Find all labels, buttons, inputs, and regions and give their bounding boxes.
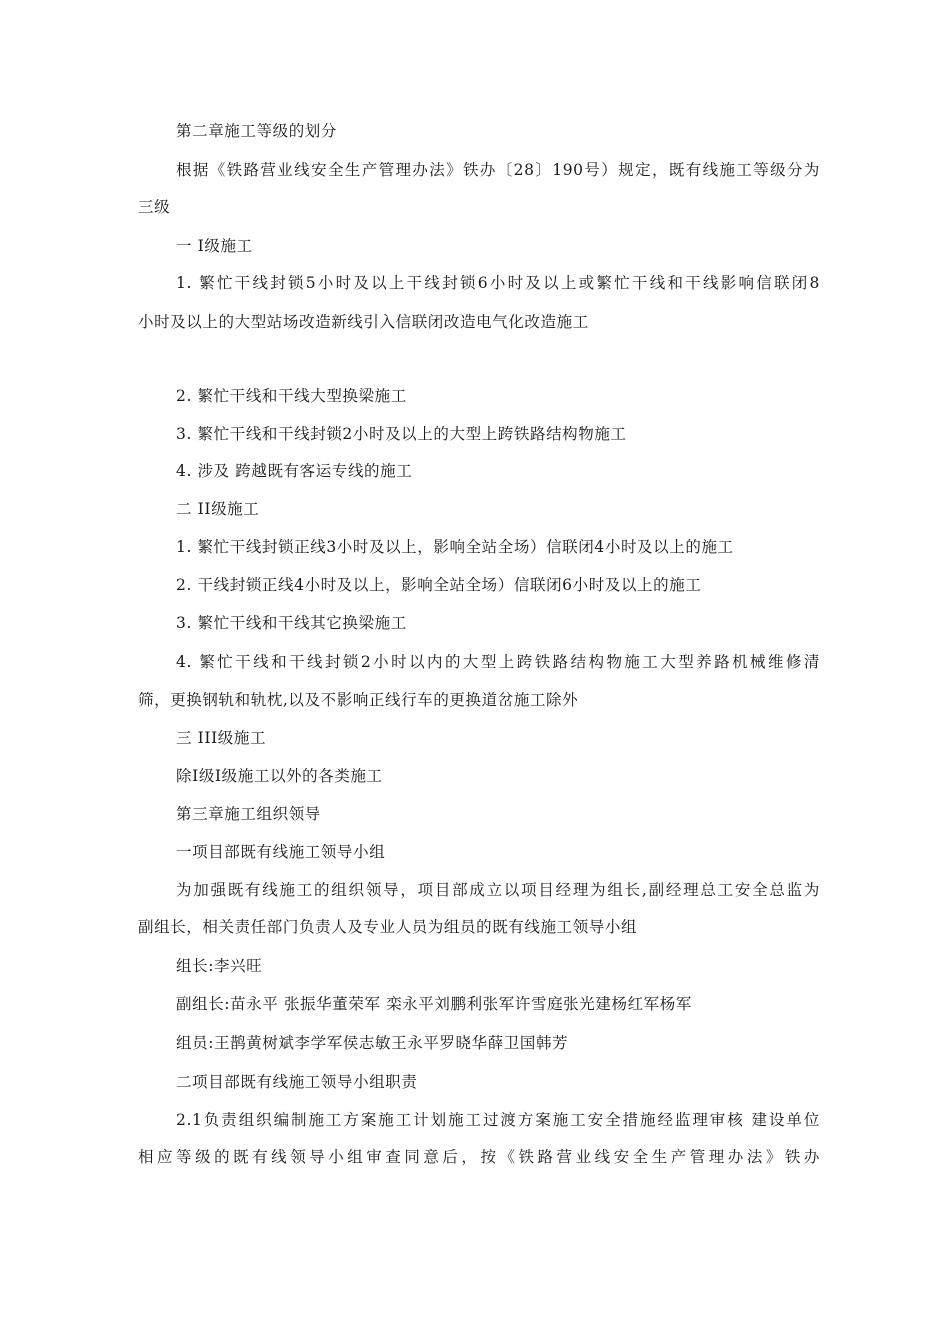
section-heading: 二项目部既有线施工领导小组职责 <box>176 1073 418 1091</box>
members-line: 组员:王鹊黄树斌李学军侯志敏王永平罗晓华薛卫国韩芳 <box>176 1034 569 1052</box>
paragraph-line: 根据《铁路营业线安全生产管理办法》铁办〔28〕190号）规定，既有线施工等级分为 <box>176 161 820 179</box>
paragraph-line: 除I级I级施工以外的各类施工 <box>176 767 383 785</box>
section-heading: 一项目部既有线施工领导小组 <box>176 843 386 861</box>
list-item: 1. 繁忙干线封锁正线3小时及以上，影响全站全场）信联闭4小时及以上的施工 <box>176 538 734 556</box>
paragraph-line: 筛，更换钢轨和轨枕,以及不影响正线行车的更换道岔施工除外 <box>138 691 579 709</box>
paragraph-line: 相应等级的既有线领导小组审查同意后，按《铁路营业线安全生产管理办法》铁办 <box>138 1148 820 1166</box>
chapter-2-heading: 第二章施工等级的划分 <box>176 122 338 140</box>
list-item: 1. 繁忙干线封锁5小时及以上干线封锁6小时及以上或繁忙干线和干线影响信联闭8 <box>176 274 820 292</box>
list-item: 4. 涉及 跨越既有客运专线的施工 <box>176 462 413 480</box>
paragraph-line: 三级 <box>138 198 171 216</box>
list-item: 4. 繁忙干线和干线封锁2小时以内的大型上跨铁路结构物施工大型养路机械维修清 <box>176 653 820 671</box>
list-item: 2. 繁忙干线和干线大型换梁施工 <box>176 387 407 405</box>
paragraph-line: 2.1负责组织编制施工方案施工计划施工过渡方案施工安全措施经监理审核 建设单位 <box>176 1111 820 1129</box>
paragraph-line: 副组长，相关责任部门负责人及专业人员为组员的既有线施工领导小组 <box>138 918 638 936</box>
list-item: 2. 干线封锁正线4小时及以上，影响全站全场）信联闭6小时及以上的施工 <box>176 576 702 594</box>
list-item: 3. 繁忙干线和干线其它换梁施工 <box>176 614 407 632</box>
section-heading-level-3: 三 III级施工 <box>176 729 267 747</box>
section-heading-level-1: 一 I级施工 <box>176 237 253 255</box>
paragraph-line: 为加强既有线施工的组织领导，项目部成立以项目经理为组长,副经理总工安全总监为 <box>176 881 820 899</box>
deputy-leaders-line: 副组长:苗永平 张振华董荣军 栾永平刘鹏利张军许雪庭张光建杨红军杨军 <box>176 995 692 1013</box>
section-heading-level-2: 二 II级施工 <box>176 500 260 518</box>
chapter-3-heading: 第三章施工组织领导 <box>176 805 321 823</box>
leader-line: 组长:李兴旺 <box>176 957 263 975</box>
paragraph-line: 小时及以上的大型站场改造新线引入信联闭改造电气化改造施工 <box>138 313 589 331</box>
list-item: 3. 繁忙干线和干线封锁2小时及以上的大型上跨铁路结构物施工 <box>176 425 627 443</box>
